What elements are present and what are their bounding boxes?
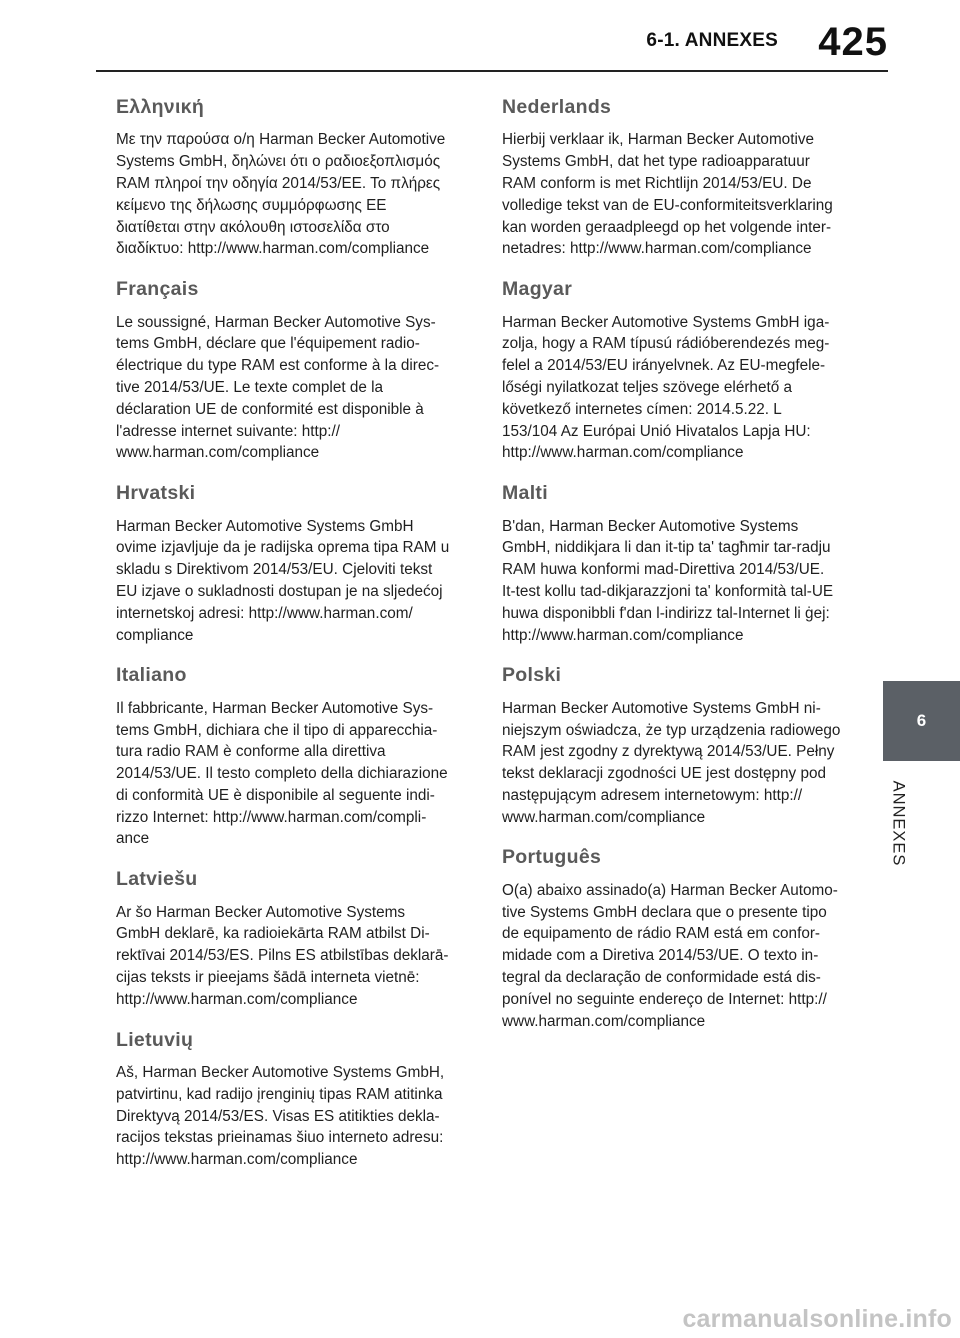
header-divider <box>96 70 888 72</box>
section-body: O(a) abaixo assinado(a) Harman Becker Automo- tive Systems GmbH declara que o presente tipo de equipamento de rádio RAM está em confor- midade com a Diretiva 2014/53/UE. O texto in- tegral da declaração de conformidade está dis- ponível no seguinte endereço de Internet: http:// www.harman.com/compliance <box>502 881 838 1030</box>
section-portuguese <box>502 846 868 1032</box>
section-body: Il fabbricante, Harman Becker Automotive Sys- tems GmbH, dichiara che il tipo di apparecchia- tura radio RAM è conforme alla direttiva 2014/53/UE. Il testo completo della dichiarazione di conformità UE è disponibile al seguente indi- rizzo Internet: http://www.harman.com/compli- ance <box>116 699 448 848</box>
section-heading: Malti <box>502 482 548 505</box>
section-italian <box>116 664 482 850</box>
section-french <box>116 278 482 464</box>
section-body: Harman Becker Automotive Systems GmbH ni- niejszym oświadcza, że typ urządzenia radiowego RAM jest zgodny z dyrektywą 2014/53/UE. Pełny tekst deklaracji zgodności UE jest dostępny pod następującym adresem internetowym: http:// www.harman.com/compliance <box>502 699 841 826</box>
section-maltese <box>502 482 868 646</box>
page-number: 425 <box>818 20 888 64</box>
section-heading: Latviešu <box>116 868 198 891</box>
section-latvian <box>116 868 482 1010</box>
section-body: Harman Becker Automotive Systems GmbH iga- zolja, hogy a RAM típusú rádióberendezés meg- felel a 2014/53/EU irányelvnek. Az EU-megfele- lőségi nyilatkozat teljes szövege elérhető a következő internetes címen: 2014.5.22. L 153/104 Az Európai Unió Hivatalos Lapja HU: http://www.harman.com/compliance <box>502 313 830 462</box>
section-body: Le soussigné, Harman Becker Automotive Sys- tems GmbH, déclare que l'équipement radio- électrique du type RAM est conforme à la direc- tive 2014/53/UE. Le texte complet de la déclaration UE de conformité est disponible à l'adresse internet suivante: http:// www.harman.com/compliance <box>116 313 440 462</box>
section-greek <box>116 96 482 260</box>
section-title: 6-1. ANNEXES <box>646 30 778 51</box>
chapter-label-text: ANNEXES <box>889 780 908 866</box>
section-heading: Français <box>116 278 199 301</box>
section-polish <box>502 664 868 828</box>
section-body: Aš, Harman Becker Automotive Systems GmbH, patvirtinu, kad radijo įrenginių tipas RAM atitinka Direktyvą 2014/53/ES. Visas ES atitikties dekla- racijos tekstas prieinamas šiuo interneto adresu: http://www.harman.com/compliance <box>116 1064 445 1169</box>
section-body: Ar šo Harman Becker Automotive Systems GmbH deklarē, ka radioiekārta RAM atbilst Di- rektīvai 2014/53/ES. Pilns ES atbilstības deklarā- cijas teksts ir pieejams šādā interneta vietnē: http://www.harman.com/compliance <box>116 903 449 1008</box>
section-heading: Hrvatski <box>116 482 196 505</box>
chapter-tab[interactable] <box>883 681 960 761</box>
section-body: B'dan, Harman Becker Automotive Systems GmbH, niddikjara li dan it-tip ta' tagħmir tar-radju RAM huwa konformi mad-Direttiva 2014/53/UE. It-test kollu tad-dikjarazzjoni ta' konformità tal-UE huwa disponibbli f'dan l-indirizz tal-Internet li ġej: http://www.harman.com/compliance <box>502 517 834 644</box>
section-heading: Magyar <box>502 278 573 301</box>
section-hungarian <box>502 278 868 464</box>
section-body: Με την παρούσα ο/η Harman Becker Automotive Systems GmbH, δηλώνει ότι ο ραδιοεξοπλισμός RAM πληροί την οδηγία 2014/53/ΕΕ. Το πλήρες κείμενο της δήλωσης συμμόρφωσης ΕΕ διατίθεται στην ακόλουθη ιστοσελίδα στο διαδίκτυο: http://www.harman.com/compliance <box>116 131 446 258</box>
section-heading: Lietuvių <box>116 1028 194 1051</box>
right-column <box>502 96 868 1050</box>
left-column <box>116 96 482 1189</box>
chapter-label <box>876 775 920 871</box>
chapter-tab-number: 6 <box>916 711 927 730</box>
section-heading: Nederlands <box>502 96 612 118</box>
section-heading: Italiano <box>116 664 187 687</box>
section-heading: Português <box>502 846 602 869</box>
section-body: Harman Becker Automotive Systems GmbH ovime izjavljuje da je radijska oprema tipa RAM u skladu s Direktivom 2014/53/EU. Cjeloviti tekst EU izjave o sukladnosti dostupan je na sljedećoj internetskoj adresi: http://www.harman.com/ compliance <box>116 517 450 644</box>
section-heading: Ελληνική <box>116 96 205 118</box>
section-body: Hierbij verklaar ik, Harman Becker Automotive Systems GmbH, dat het type radioapparatuur RAM conform is met Richtlijn 2014/53/EU. De volledige tekst van de EU-conformiteitsverklaring kan worden geraadpleegd op het volgende inter- netadres: http://www.harman.com/compliance <box>502 131 833 258</box>
section-dutch <box>502 96 868 260</box>
section-croatian <box>116 482 482 646</box>
site-watermark: carmanualsonline.info <box>682 1305 952 1333</box>
section-lithuanian <box>116 1029 482 1171</box>
section-heading: Polski <box>502 664 562 687</box>
